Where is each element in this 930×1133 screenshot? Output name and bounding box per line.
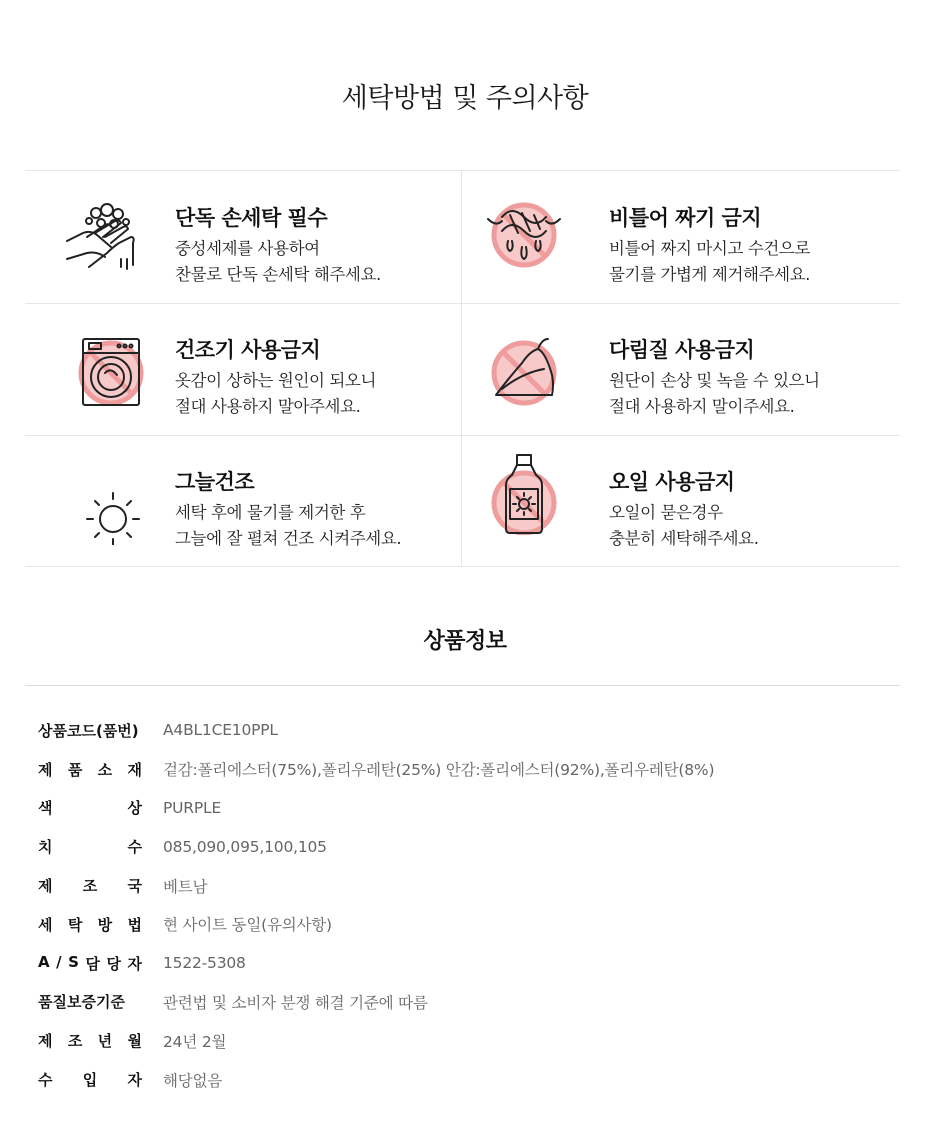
hand-wash-icon xyxy=(61,197,145,281)
info-row-importer xyxy=(38,1060,898,1099)
care-item-desc-line: 원단이 손상 및 녹을 수 있으니 xyxy=(609,371,820,390)
care-item-title: 그늘건조 xyxy=(175,470,255,494)
info-value: 베트남 xyxy=(163,877,208,896)
care-item-no-wring xyxy=(462,171,898,303)
care-item-title: 다림질 사용금지 xyxy=(609,338,755,362)
info-label-text: 제 조 국 xyxy=(38,877,142,896)
care-item-title: 단독 손세탁 필수 xyxy=(175,206,328,230)
care-item-desc-line: 충분히 세탁해주세요. xyxy=(609,529,759,548)
care-item-desc-line: 그늘에 잘 펼쳐 건조 시켜주세요. xyxy=(175,529,402,548)
info-value: A4BL1CE10PPL xyxy=(163,721,278,740)
info-label xyxy=(38,759,142,780)
info-label-text: 상품코드(품번) xyxy=(38,721,139,740)
info-value: 085,090,095,100,105 xyxy=(163,837,327,856)
info-label-text: 제 조 년 월 xyxy=(38,1032,142,1051)
info-value: 24년 2월 xyxy=(163,1032,227,1051)
care-section-title: 세탁방법 및 주의사항 xyxy=(341,83,589,114)
no-wring-icon xyxy=(482,197,566,281)
info-label xyxy=(38,914,142,935)
care-item-no-iron xyxy=(462,303,898,435)
care-item-desc-line: 절대 사용하지 말이주세요. xyxy=(609,397,795,416)
info-row-color xyxy=(38,789,898,828)
care-item-description xyxy=(609,500,759,552)
info-label xyxy=(38,1030,142,1051)
info-label-text: 제 품 소 재 xyxy=(38,760,142,779)
care-item-desc-line: 물기를 가볍게 제거해주세요. xyxy=(609,265,811,284)
care-item-description xyxy=(175,368,376,420)
info-label xyxy=(38,836,142,857)
info-row-origin xyxy=(38,866,898,905)
info-row-code xyxy=(38,711,898,750)
info-label xyxy=(38,991,142,1012)
care-item-description xyxy=(609,236,810,288)
care-item-hand-wash xyxy=(25,171,461,303)
care-item-no-oil xyxy=(462,435,898,567)
care-instructions-grid xyxy=(25,170,900,567)
care-item-title: 건조기 사용금지 xyxy=(175,338,321,362)
care-item-title: 비틀어 짜기 금지 xyxy=(609,206,762,230)
care-item-description xyxy=(175,236,381,288)
care-item-no-dryer xyxy=(25,303,461,435)
info-label xyxy=(38,875,142,896)
info-row-as-contact xyxy=(38,944,898,983)
info-row-manufacture-date xyxy=(38,1021,898,1060)
info-value: 관련법 및 소비자 분쟁 해결 기준에 따름 xyxy=(163,993,428,1012)
info-value: PURPLE xyxy=(163,798,222,817)
info-row-warranty xyxy=(38,983,898,1022)
care-item-desc-line: 세탁 후에 물기를 제거한 후 xyxy=(175,503,366,522)
care-item-desc-line: 절대 사용하지 말아주세요. xyxy=(175,397,361,416)
no-dryer-icon xyxy=(61,329,145,413)
info-value: 1522-5308 xyxy=(163,954,246,973)
info-row-material xyxy=(38,750,898,789)
product-info-table xyxy=(38,711,898,1099)
info-label-text: 치 수 xyxy=(38,838,142,857)
info-label xyxy=(38,1069,142,1090)
info-label xyxy=(38,797,142,818)
info-value: 해당없음 xyxy=(163,1071,223,1090)
care-item-desc-line: 옷감이 상하는 원인이 되오니 xyxy=(175,371,377,390)
care-item-description xyxy=(609,368,820,420)
care-item-desc-line: 비틀어 짜지 마시고 수건으로 xyxy=(609,239,811,258)
no-iron-icon xyxy=(482,329,566,413)
care-item-description xyxy=(175,500,401,552)
info-label-text: 세 탁 방 법 xyxy=(38,915,142,934)
care-item-title: 오일 사용금지 xyxy=(609,470,735,494)
info-row-size xyxy=(38,827,898,866)
product-info-title: 상품정보 xyxy=(423,629,507,654)
shade-dry-icon xyxy=(61,461,145,545)
info-label-text: 수 입 자 xyxy=(38,1071,142,1090)
care-item-desc-line: 중성세제를 사용하여 xyxy=(175,239,320,258)
info-label-text: 색 상 xyxy=(38,799,142,818)
care-item-shade-dry xyxy=(25,435,461,567)
divider xyxy=(25,685,900,686)
info-label xyxy=(38,953,142,974)
info-label xyxy=(38,720,142,741)
care-item-desc-line: 찬물로 단독 손세탁 해주세요. xyxy=(175,265,381,284)
info-label-text: 품질보증기준 xyxy=(38,993,125,1012)
info-value: 겉감:폴리에스터(75%),폴리우레탄(25%) 안감:폴리에스터(92%),폴리우레탄(8%) xyxy=(163,761,715,780)
info-value: 현 사이트 동일(유의사항) xyxy=(163,916,332,935)
info-row-washing xyxy=(38,905,898,944)
care-item-desc-line: 오일이 묻은경우 xyxy=(609,503,723,522)
info-label-text: A / S 담 당 자 xyxy=(38,952,142,973)
no-oil-icon xyxy=(482,451,566,535)
